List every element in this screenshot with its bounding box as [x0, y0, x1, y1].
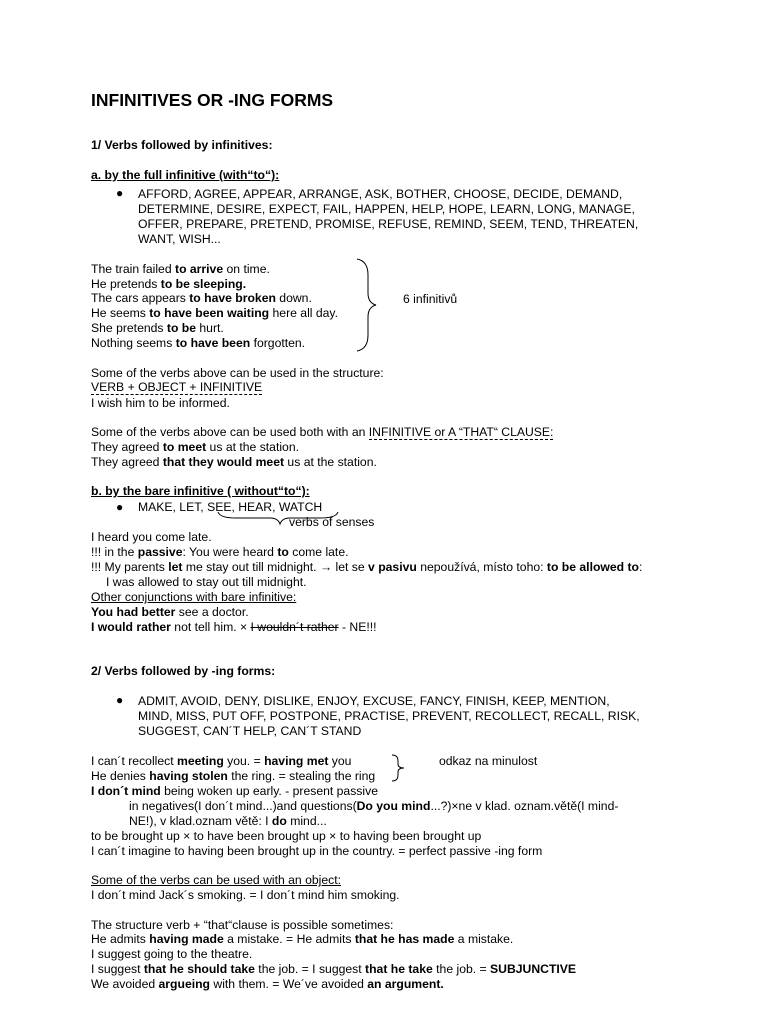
verb-list-line: DETERMINE, DESIRE, EXPECT, FAIL, HAPPEN, HELP, HOPE, LEARN, LONG, MANAGE, — [138, 202, 635, 216]
example-sentence: to be brought up × to have been brought up × to having been brought up — [91, 829, 482, 843]
structure-example: I wish him to be informed. — [91, 396, 230, 410]
structure-formula: VERB + OBJECT + INFINITIVE — [91, 380, 263, 394]
subsection-b-heading: b. by the bare infinitive ( without“to“): — [91, 484, 310, 498]
right-brace-icon — [354, 257, 380, 353]
example-sentence: They agreed that they would meet us at the station. — [91, 455, 377, 469]
page-title: INFINITIVES OR -ING FORMS — [91, 90, 334, 110]
example-sentence: I suggest going to the theatre. — [91, 947, 253, 961]
senses-note: verbs of senses — [289, 515, 375, 529]
bullet-icon: ● — [116, 500, 124, 514]
right-brace-icon — [390, 753, 412, 783]
example-sentence: I heard you come late. — [91, 530, 212, 544]
example-sentence: She pretends to be hurt. — [91, 321, 224, 335]
object-heading: Some of the verbs can be used with an object: — [91, 873, 341, 887]
section-1-heading: 1/ Verbs followed by infinitives: — [91, 138, 273, 152]
example-sentence: I can´t recollect meeting you. = having met you — [91, 754, 352, 768]
bullet-icon: ● — [116, 186, 124, 200]
example-sentence: The cars appears to have broken down. — [91, 291, 312, 305]
example-sentence: in negatives(I don´t mind...)and questions(Do you mind...?)×ne v klad. oznam.větě(I mind- — [129, 799, 619, 813]
example-sentence: We avoided argueing with them. = We´ve avoided an argument. — [91, 977, 444, 991]
structure-formula-line — [91, 380, 262, 395]
verb-list-line: WANT, WISH... — [138, 232, 221, 246]
example-sentence: !!! My parents let me stay out till midnight. → let se v pasivu nepoužívá, místo toho: to be allowed to: — [91, 560, 643, 574]
verb-list-line: OFFER, PREPARE, PRETEND, PROMISE, REFUSE, REMIND, SEEM, TEND, THREATEN, — [138, 217, 639, 231]
example-sentence: I don´t mind Jack´s smoking. = I don´t mind him smoking. — [91, 888, 400, 902]
example-sentence: I don´t mind being woken up early. - present passive — [91, 784, 378, 798]
example-sentence: He admits having made a mistake. = He admits that he has made a mistake. — [91, 932, 514, 946]
example-sentence: He denies having stolen the ring. = stealing the ring — [91, 769, 376, 783]
example-sentence: I was allowed to stay out till midnight. — [106, 575, 307, 589]
bare-verb-list: MAKE, LET, SEE, HEAR, WATCH — [138, 500, 323, 514]
verb-list-line: MIND, MISS, PUT OFF, POSTPONE, PRACTISE, PREVENT, RECOLLECT, RECALL, RISK, — [138, 709, 640, 723]
verb-list-line: SUGGEST, CAN´T HELP, CAN´T STAND — [138, 724, 362, 738]
section-2-heading: 2/ Verbs followed by -ing forms: — [91, 664, 276, 678]
brace-note: 6 infinitivů — [403, 292, 458, 306]
example-sentence: The train failed to arrive on time. — [91, 262, 270, 276]
example-sentence: I would rather not tell him. × I wouldn´t rather - NE!!! — [91, 620, 377, 634]
brace-note: odkaz na minulost — [439, 754, 538, 768]
example-sentence: He pretends to be sleeping. — [91, 277, 247, 291]
structure-intro: Some of the verbs above can be used in the structure: — [91, 366, 384, 380]
example-sentence: Nothing seems to have been forgotten. — [91, 336, 306, 350]
verb-list-line: ADMIT, AVOID, DENY, DISLIKE, ENJOY, EXCUSE, FANCY, FINISH, KEEP, MENTION, — [138, 694, 610, 708]
example-sentence: They agreed to meet us at the station. — [91, 440, 299, 454]
example-sentence: You had better see a doctor. — [91, 605, 249, 619]
bullet-icon: ● — [116, 693, 124, 707]
subsection-a-heading: a. by the full infinitive (with“to“): — [91, 168, 280, 182]
example-sentence: I can´t imagine to having been brought up in the country. = perfect passive -ing form — [91, 844, 543, 858]
other-conjunctions-heading: Other conjunctions with bare infinitive: — [91, 590, 297, 604]
example-sentence: NE!), v klad.oznam větě: I do mind... — [129, 814, 327, 828]
both-intro: Some of the verbs above can be used both with an INFINITIVE or A “THAT“ CLAUSE: — [91, 425, 554, 439]
that-clause-intro: The structure verb + “that“clause is possible sometimes: — [91, 918, 394, 932]
example-sentence: He seems to have been waiting here all day. — [91, 306, 339, 320]
example-sentence: !!! in the passive: You were heard to come late. — [91, 545, 349, 559]
example-sentence: I suggest that he should take the job. = I suggest that he take the job. = SUBJUNCTIVE — [91, 962, 577, 976]
verb-list-line: AFFORD, AGREE, APPEAR, ARRANGE, ASK, BOTHER, CHOOSE, DECIDE, DEMAND, — [138, 187, 623, 201]
